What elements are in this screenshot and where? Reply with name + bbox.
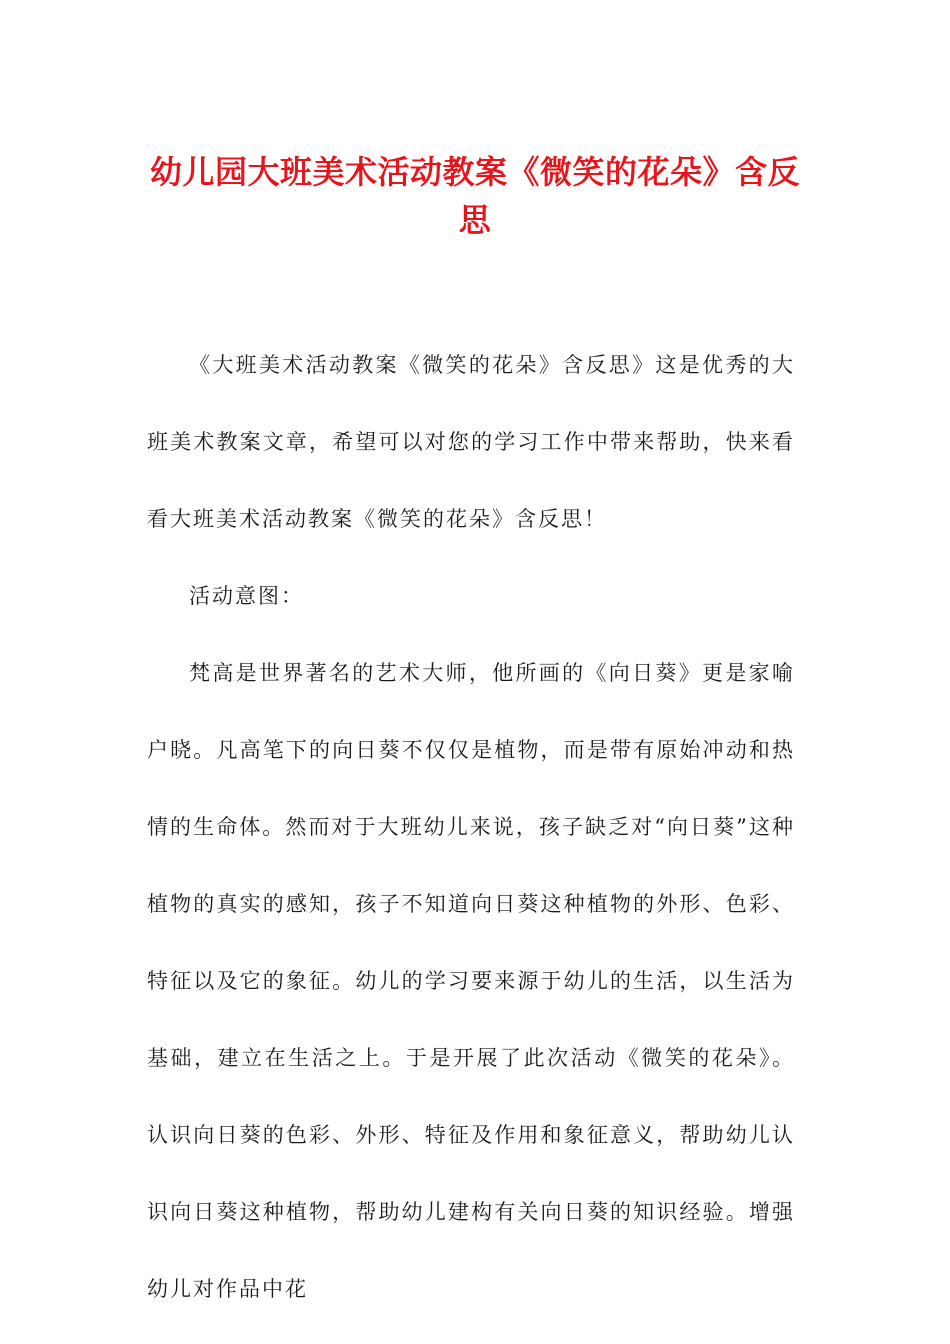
document-body	[147, 327, 795, 1328]
activity-intent-paragraph: 梵高是世界著名的艺术大师，他所画的《向日葵》更是家喻户晓。凡高笔下的向日葵不仅仅是植物，而是带有原始冲动和热情的生命体。然而对于大班幼儿来说，孩子缺乏对“向日葵”这种植物的真实的感知，孩子不知道向日葵这种植物的外形、色彩、特征以及它的象征。幼儿的学习要来源于幼儿的生活，以生活为基础，建立在生活之上。于是开展了此次活动《微笑的花朵》。认识向日葵的色彩、外形、特征及作用和象征意义，帮助幼儿认识向日葵这种植物，帮助幼儿建构有关向日葵的知识经验。增强幼儿对作品中花	[147, 661, 795, 1301]
intro-paragraph: 《大班美术活动教案《微笑的花朵》含反思》这是优秀的大班美术教案文章，希望可以对您的学习工作中带来帮助，快来看看大班美术活动教案《微笑的花朵》含反思！	[147, 353, 795, 531]
document-title: 幼儿园大班美术活动教案《微笑的花朵》含反思	[149, 153, 800, 239]
section-heading-activity-intent: 活动意图：	[189, 584, 304, 608]
